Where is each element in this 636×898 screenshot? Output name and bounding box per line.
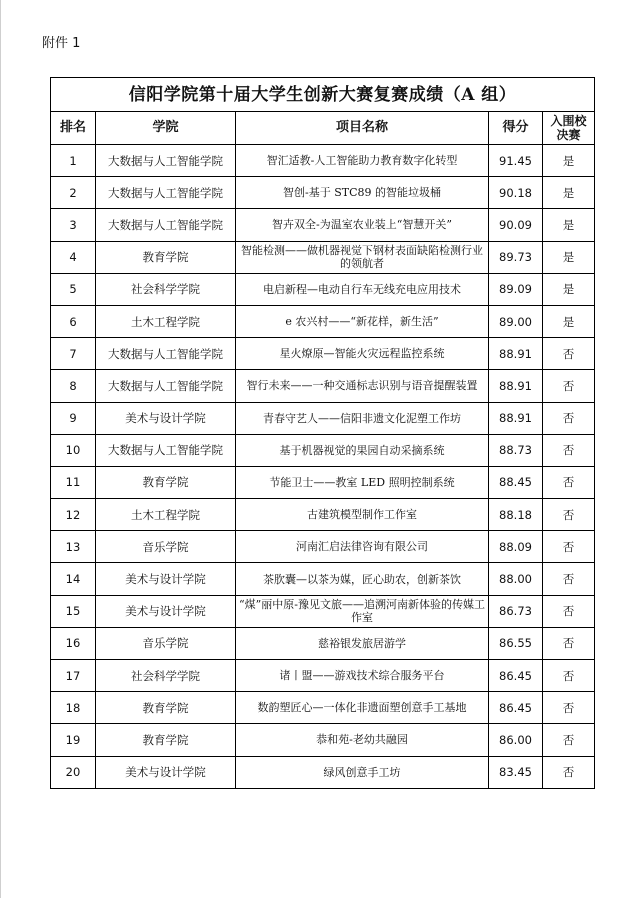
rank-cell: 3 — [51, 209, 96, 241]
college-cell: 教育学院 — [96, 692, 236, 724]
final-cell: 否 — [543, 434, 595, 466]
college-cell: 音乐学院 — [96, 531, 236, 563]
score-cell: 91.45 — [489, 145, 543, 177]
project-cell: 青春守艺人——信阳非遗文化泥塑工作坊 — [236, 402, 489, 434]
score-cell: 89.73 — [489, 241, 543, 273]
rank-cell: 5 — [51, 273, 96, 305]
rank-cell: 9 — [51, 402, 96, 434]
page-edge — [0, 0, 1, 898]
college-cell: 大数据与人工智能学院 — [96, 338, 236, 370]
table-row — [51, 692, 595, 724]
header-final — [543, 112, 595, 145]
project-cell: 基于机器视觉的果园自动采摘系统 — [236, 434, 489, 466]
table-row — [51, 563, 595, 595]
table-row — [51, 434, 595, 466]
rank-cell: 7 — [51, 338, 96, 370]
table-row — [51, 209, 595, 241]
final-cell: 是 — [543, 305, 595, 337]
rank-cell: 6 — [51, 305, 96, 337]
college-cell: 美术与设计学院 — [96, 402, 236, 434]
table-row — [51, 145, 595, 177]
results-table-container — [50, 77, 594, 789]
college-cell: 教育学院 — [96, 241, 236, 273]
project-cell: “煤”丽中原-豫见文旅——追溯河南新体验的传媒工作室 — [236, 595, 489, 627]
score-cell: 88.91 — [489, 338, 543, 370]
rank-cell: 15 — [51, 595, 96, 627]
rank-cell: 17 — [51, 660, 96, 692]
table-row — [51, 595, 595, 627]
table-body — [51, 145, 595, 789]
header-college: 学院 — [96, 112, 236, 145]
table-row — [51, 627, 595, 659]
project-cell: 恭和苑-老幼共融园 — [236, 724, 489, 756]
college-cell: 大数据与人工智能学院 — [96, 145, 236, 177]
table-row — [51, 177, 595, 209]
project-cell: 智创-基于 STC89 的智能垃圾桶 — [236, 177, 489, 209]
score-cell: 86.45 — [489, 692, 543, 724]
score-cell: 88.09 — [489, 531, 543, 563]
final-cell: 是 — [543, 241, 595, 273]
table-row — [51, 499, 595, 531]
final-cell: 否 — [543, 660, 595, 692]
score-cell: 88.18 — [489, 499, 543, 531]
project-cell: 电启新程—电动自行车无线充电应用技术 — [236, 273, 489, 305]
final-cell: 否 — [543, 370, 595, 402]
score-cell: 86.45 — [489, 660, 543, 692]
college-cell: 美术与设计学院 — [96, 756, 236, 788]
final-cell: 否 — [543, 531, 595, 563]
rank-cell: 2 — [51, 177, 96, 209]
project-cell: 节能卫士——教室 LED 照明控制系统 — [236, 466, 489, 498]
table-title: 信阳学院第十届大学生创新大赛复赛成绩（A 组） — [51, 78, 595, 112]
score-cell: 88.91 — [489, 370, 543, 402]
project-cell: 诸丨盟——游戏技术综合服务平台 — [236, 660, 489, 692]
score-cell: 88.73 — [489, 434, 543, 466]
rank-cell: 8 — [51, 370, 96, 402]
project-cell: 智能检测——做机器视觉下钢材表面缺陷检测行业的领航者 — [236, 241, 489, 273]
rank-cell: 16 — [51, 627, 96, 659]
final-cell: 否 — [543, 724, 595, 756]
table-row — [51, 756, 595, 788]
header-rank: 排名 — [51, 112, 96, 145]
score-cell: 86.00 — [489, 724, 543, 756]
score-cell: 86.73 — [489, 595, 543, 627]
project-cell: 河南汇启法律咨询有限公司 — [236, 531, 489, 563]
college-cell: 社会科学学院 — [96, 273, 236, 305]
rank-cell: 18 — [51, 692, 96, 724]
header-project: 项目名称 — [236, 112, 489, 145]
project-cell: 茶肷囊—以茶为媒，匠心助农，创新茶饮 — [236, 563, 489, 595]
rank-cell: 12 — [51, 499, 96, 531]
college-cell: 土木工程学院 — [96, 305, 236, 337]
final-cell: 是 — [543, 273, 595, 305]
college-cell: 教育学院 — [96, 724, 236, 756]
header-final-line1: 入围校 — [550, 114, 587, 128]
rank-cell: 13 — [51, 531, 96, 563]
final-cell: 否 — [543, 338, 595, 370]
rank-cell: 11 — [51, 466, 96, 498]
final-cell: 否 — [543, 499, 595, 531]
college-cell: 大数据与人工智能学院 — [96, 370, 236, 402]
rank-cell: 20 — [51, 756, 96, 788]
score-cell: 88.45 — [489, 466, 543, 498]
score-cell: 89.09 — [489, 273, 543, 305]
rank-cell: 4 — [51, 241, 96, 273]
score-cell: 90.18 — [489, 177, 543, 209]
college-cell: 音乐学院 — [96, 627, 236, 659]
score-cell: 90.09 — [489, 209, 543, 241]
table-row — [51, 531, 595, 563]
table-row — [51, 241, 595, 273]
header-final-line2: 决赛 — [556, 128, 581, 142]
project-cell: 智行未来——一种交通标志识别与语音提醒装置 — [236, 370, 489, 402]
project-cell: 智卉双全-为温室农业装上“智慧开关” — [236, 209, 489, 241]
final-cell: 否 — [543, 466, 595, 498]
final-cell: 否 — [543, 692, 595, 724]
project-cell: e 农兴村——“新花样，新生活” — [236, 305, 489, 337]
table-row — [51, 660, 595, 692]
table-row — [51, 402, 595, 434]
college-cell: 美术与设计学院 — [96, 563, 236, 595]
table-row — [51, 305, 595, 337]
project-cell: 古建筑模型制作工作室 — [236, 499, 489, 531]
college-cell: 教育学院 — [96, 466, 236, 498]
table-row — [51, 724, 595, 756]
final-cell: 是 — [543, 177, 595, 209]
college-cell: 大数据与人工智能学院 — [96, 434, 236, 466]
college-cell: 土木工程学院 — [96, 499, 236, 531]
project-cell: 星火燎原—智能火灾远程监控系统 — [236, 338, 489, 370]
table-row — [51, 370, 595, 402]
final-cell: 否 — [543, 563, 595, 595]
final-cell: 是 — [543, 145, 595, 177]
score-cell: 89.00 — [489, 305, 543, 337]
college-cell: 社会科学学院 — [96, 660, 236, 692]
rank-cell: 14 — [51, 563, 96, 595]
score-cell: 88.00 — [489, 563, 543, 595]
final-cell: 否 — [543, 402, 595, 434]
rank-cell: 19 — [51, 724, 96, 756]
header-row — [51, 112, 595, 145]
rank-cell: 1 — [51, 145, 96, 177]
table-row — [51, 338, 595, 370]
results-table — [50, 77, 595, 789]
header-score: 得分 — [489, 112, 543, 145]
final-cell: 否 — [543, 627, 595, 659]
college-cell: 美术与设计学院 — [96, 595, 236, 627]
project-cell: 慈裕银发旅居游学 — [236, 627, 489, 659]
project-cell: 绿风创意手工坊 — [236, 756, 489, 788]
attachment-label: 附件 1 — [42, 36, 81, 51]
table-row — [51, 273, 595, 305]
college-cell: 大数据与人工智能学院 — [96, 209, 236, 241]
score-cell: 86.55 — [489, 627, 543, 659]
final-cell: 是 — [543, 209, 595, 241]
rank-cell: 10 — [51, 434, 96, 466]
table-row — [51, 466, 595, 498]
college-cell: 大数据与人工智能学院 — [96, 177, 236, 209]
project-cell: 数韵塑匠心—一体化非遗面塑创意手工基地 — [236, 692, 489, 724]
score-cell: 83.45 — [489, 756, 543, 788]
final-cell: 否 — [543, 756, 595, 788]
project-cell: 智汇适教-人工智能助力教育数字化转型 — [236, 145, 489, 177]
final-cell: 否 — [543, 595, 595, 627]
score-cell: 88.91 — [489, 402, 543, 434]
